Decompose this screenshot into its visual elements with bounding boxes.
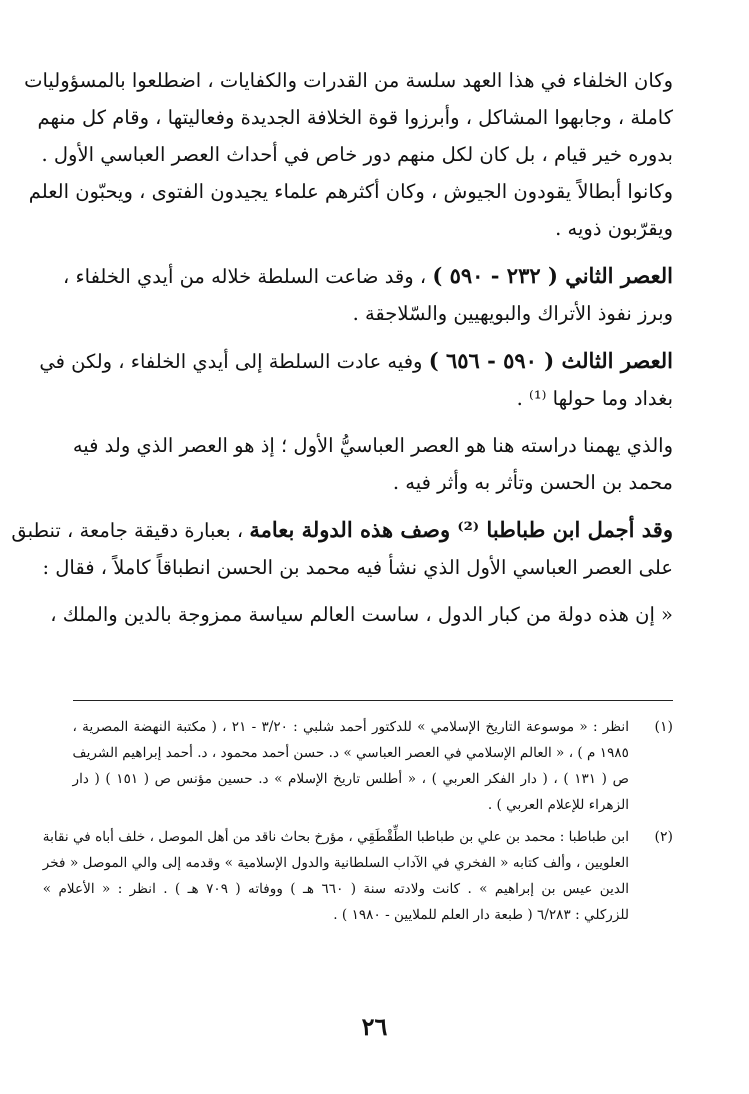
- footnote-1: [73, 714, 673, 818]
- footnotes: [42, 714, 673, 934]
- text-segment: وفيه عادت السلطة إلى أيدي الخلفاء ، ولكن في: [39, 350, 423, 373]
- page-number: ٢٦: [361, 1012, 388, 1041]
- paragraph-6: [50, 596, 673, 633]
- text-segment: ، بعبارة دقيقة جامعة ، تنطبق: [11, 519, 244, 542]
- footnote-line: انظر : « موسوعة التاريخ الإسلامي » للدكتور أحمد شلبي : ٣/٢٠ - ٢١ ، ( مكتبة النهضة المصرية ،: [72, 719, 629, 735]
- footnote-line: ابن طباطبا : محمد بن علي بن طباطبا الطِّقْطَقِي ، مؤرخ بحاث ناقد من أهل الموصل ، خلف أباه في نقابة: [42, 829, 629, 845]
- text-line: بغداد وما حولها ⁽¹⁾ .: [516, 387, 673, 410]
- text-line: [39, 342, 673, 380]
- text-line: وكان الخلفاء في هذا العهد سلسة من القدرات والكفايات ، اضطلعوا بالمسؤوليات: [24, 69, 673, 92]
- footnote-line: ص ( ١٣١ ) ، ( دار الفكر العربي ) ، « أطلس تاريخ الإسلام » د. حسين مؤنس ص ( ١٥١ ) ( دار: [72, 771, 630, 787]
- bold-phrase: وقد أجمل ابن طباطبا ⁽²⁾ وصف هذه الدولة بعامة: [249, 517, 673, 542]
- quote-line: « إن هذه دولة من كبار الدول ، ساست العالم سياسة ممزوجة بالدين والملك ،: [50, 603, 673, 626]
- footnote-separator: [73, 700, 673, 701]
- text-segment: ، وقد ضاعت السلطة خلاله من أيدي الخلفاء ،: [62, 265, 427, 288]
- text-line: وكانوا أبطالاً يقودون الجيوش ، وكان أكثرهم علماء يجيدون الفتوى ، ويحبّون العلم: [28, 180, 673, 203]
- text-line: [62, 257, 673, 295]
- text-line: على العصر العباسي الأول الذي نشأ فيه محمد بن الحسن انطباقاً كاملاً ، فقال :: [42, 556, 673, 579]
- footnote-line: ١٩٨٥ م ) ، « العالم الإسلامي في العصر العباسي » د. حسن أحمد محمود ، د. أحمد إبراهيم الشريف: [72, 745, 629, 761]
- footnote-line: الدين عيس بن إبراهيم » . كانت ولادته سنة ( ٦٦٠ هـ ) ووفاته ( ٧٠٩ هـ ) . انظر : « الأعلام »: [42, 881, 629, 897]
- footnote-line: للزركلي : ٦/٢٨٣ ( طبعة دار العلم للملايين - ١٩٨٠ ) .: [333, 907, 629, 923]
- main-text: [11, 62, 673, 633]
- paragraph-1: [24, 62, 673, 247]
- paragraph-4: [73, 427, 673, 501]
- footnote-number: (٢): [654, 829, 673, 845]
- text-line: محمد بن الحسن وتأثر به وأثر فيه .: [392, 471, 673, 494]
- text-line: والذي يهمنا دراسته هنا هو العصر العباسيُّ الأول ؛ إذ هو العصر الذي ولد فيه: [72, 434, 673, 457]
- text-line: ويقرّبون ذويه .: [555, 217, 673, 240]
- paragraph-2: [62, 257, 673, 332]
- footnote-number: (١): [654, 719, 673, 735]
- footnote-line: العلويين ، وألف كتابه « الفخري في الآداب السلطانية والدول الإسلامية » وقدمه إلى والي الموصل « فخر: [42, 855, 629, 871]
- text-line: بدوره خير قيام ، بل كان لكل منهم دور خاص في أحداث العصر العباسي الأول .: [41, 143, 673, 166]
- text-line: [11, 511, 673, 549]
- paragraph-5: [11, 511, 673, 586]
- footnote-2: [42, 824, 673, 928]
- era-heading: العصر الثاني ( ٢٣٢ - ٥٩٠ ): [432, 263, 673, 288]
- text-line: كاملة ، وجابهوا المشاكل ، وأبرزوا قوة الخلافة الجديدة وفعاليتها ، وقام كل منهم: [37, 106, 673, 129]
- era-heading: العصر الثالث ( ٥٩٠ - ٦٥٦ ): [428, 348, 673, 373]
- paragraph-3: [39, 342, 673, 417]
- footnote-line: الزهراء للإعلام العربي ) .: [487, 797, 629, 813]
- text-line: وبرز نفوذ الأتراك والبويهيين والسّلاجقة .: [352, 302, 673, 325]
